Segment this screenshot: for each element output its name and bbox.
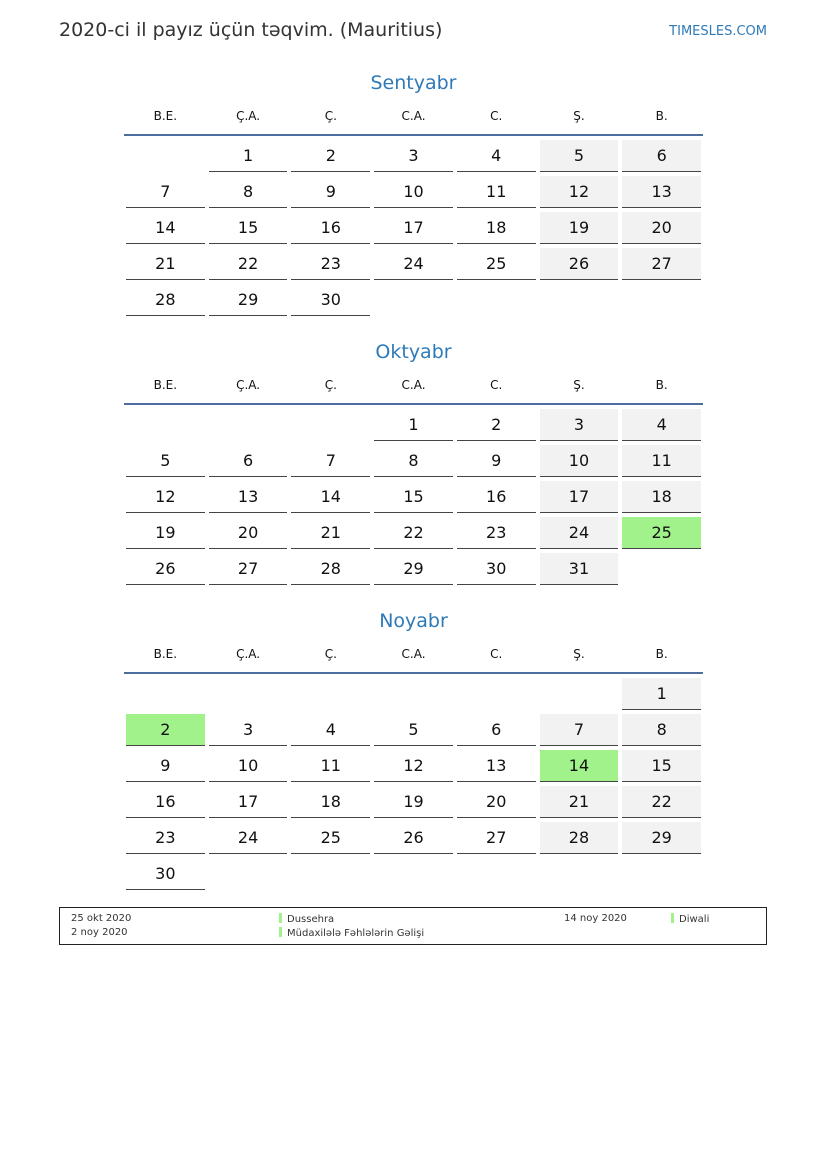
day-number: 8 [374,445,453,477]
day-cell[interactable] [620,785,703,821]
day-number: 1 [209,140,288,172]
day-cell[interactable] [455,713,538,749]
legend-date: 2 noy 2020 [71,927,128,938]
day-number: 26 [374,822,453,854]
day-number: 19 [540,212,619,244]
day-cell[interactable] [455,444,538,480]
day-number: 12 [374,750,453,782]
day-number: 28 [540,822,619,854]
day-cell[interactable] [124,444,207,480]
day-cell[interactable] [538,785,621,821]
day-number: 6 [209,445,288,477]
day-number: 31 [540,553,619,585]
day-number: 7 [291,445,370,477]
day-cell[interactable] [455,139,538,175]
week-row [124,247,703,283]
month-0 [124,68,703,319]
weekday-header-row [124,367,703,403]
weekday-label: Ç. [324,378,337,392]
day-number: 30 [457,553,536,585]
day-number: 14 [291,481,370,513]
week-row [124,516,703,552]
empty-day-cell [538,857,621,893]
header-divider [124,134,703,136]
weekday-header-row [124,636,703,672]
week-row [124,552,703,588]
day-cell[interactable] [124,857,207,893]
day-number: 28 [126,284,205,316]
week-row [124,785,703,821]
day-number: 21 [291,517,370,549]
day-cell[interactable] [538,408,621,444]
weekday-label: B.E. [153,109,178,123]
legend-date: 14 noy 2020 [564,913,627,924]
day-number: 15 [374,481,453,513]
week-row [124,480,703,516]
week-row [124,857,703,893]
day-cell[interactable] [289,516,372,552]
weekday-label: Ç.A. [236,647,261,661]
day-cell[interactable] [289,713,372,749]
holiday-day-cell[interactable] [124,713,207,749]
day-cell[interactable] [289,283,372,319]
day-cell[interactable] [538,444,621,480]
day-cell[interactable] [289,821,372,857]
legend-holiday [279,927,424,939]
day-cell[interactable] [124,552,207,588]
day-cell[interactable] [620,677,703,713]
day-number: 21 [540,786,619,818]
holiday-day-cell[interactable] [538,749,621,785]
day-cell[interactable] [538,175,621,211]
day-number: 23 [457,517,536,549]
day-cell[interactable] [372,211,455,247]
weekday-label: C. [490,647,503,661]
holiday-legend [59,907,767,945]
month-title: Oktyabr [375,341,452,363]
weekday-header-row [124,98,703,134]
day-cell[interactable] [289,480,372,516]
day-cell[interactable] [207,480,290,516]
day-cell[interactable] [620,247,703,283]
empty-day-cell [455,283,538,319]
day-number: 16 [291,212,370,244]
weekday-label: C.A. [401,647,426,661]
weekday-label: Ş. [573,109,585,123]
day-cell[interactable] [124,480,207,516]
day-cell[interactable] [538,552,621,588]
day-number: 24 [540,517,619,549]
day-cell[interactable] [372,175,455,211]
weekday-label: C.A. [401,109,426,123]
day-number: 12 [126,481,205,513]
month-2 [124,606,703,893]
day-number: 18 [622,481,701,513]
day-number: 3 [540,409,619,441]
weekday-label: B.E. [153,378,178,392]
day-cell[interactable] [620,211,703,247]
day-number: 22 [209,248,288,280]
day-number: 18 [457,212,536,244]
weekday-label: Ç. [324,109,337,123]
day-cell[interactable] [207,713,290,749]
empty-day-cell [620,857,703,893]
day-cell[interactable] [207,247,290,283]
month-title: Sentyabr [370,72,457,94]
day-cell[interactable] [289,139,372,175]
day-number: 23 [291,248,370,280]
brand-link[interactable]: TIMESLES.COM [669,24,767,39]
empty-day-cell [289,677,372,713]
day-cell[interactable] [538,480,621,516]
day-number: 15 [622,750,701,782]
empty-day-cell [124,408,207,444]
header-divider [124,672,703,674]
day-number: 16 [457,481,536,513]
empty-day-cell [289,408,372,444]
empty-day-cell [372,677,455,713]
day-number: 17 [209,786,288,818]
empty-day-cell [289,857,372,893]
weekday-label: Ç.A. [236,109,261,123]
day-number: 13 [209,481,288,513]
day-number: 6 [457,714,536,746]
empty-day-cell [372,283,455,319]
day-number: 15 [209,212,288,244]
day-number: 25 [457,248,536,280]
day-cell[interactable] [620,444,703,480]
day-number: 26 [126,553,205,585]
day-number: 27 [622,248,701,280]
day-number: 4 [622,409,701,441]
day-cell[interactable] [289,785,372,821]
day-cell[interactable] [455,408,538,444]
day-number: 9 [126,750,205,782]
day-number: 18 [291,786,370,818]
legend-holiday-name: Diwali [679,914,710,925]
day-number: 30 [126,858,205,890]
day-number: 27 [457,822,536,854]
day-number: 5 [374,714,453,746]
empty-day-cell [207,677,290,713]
day-cell[interactable] [372,713,455,749]
day-number: 28 [291,553,370,585]
week-row [124,211,703,247]
day-number: 20 [622,212,701,244]
legend-holiday [279,913,334,925]
weekday-label: B.E. [153,647,178,661]
legend-holiday [671,913,709,925]
day-number: 29 [374,553,453,585]
day-number: 29 [209,284,288,316]
day-cell[interactable] [289,247,372,283]
day-number: 20 [457,786,536,818]
day-cell[interactable] [372,247,455,283]
weekday-label: Ş. [573,647,585,661]
weekday-label: B. [655,647,668,661]
day-cell[interactable] [538,247,621,283]
weekday-label: C.A. [401,378,426,392]
day-number: 25 [622,517,701,549]
day-cell[interactable] [207,821,290,857]
weekday-label: B. [655,378,668,392]
day-cell[interactable] [124,785,207,821]
day-cell[interactable] [207,749,290,785]
day-number: 7 [540,714,619,746]
day-number: 5 [126,445,205,477]
week-row [124,821,703,857]
empty-day-cell [372,857,455,893]
day-cell[interactable] [620,175,703,211]
day-number: 11 [457,176,536,208]
day-cell[interactable] [538,516,621,552]
day-cell[interactable] [207,516,290,552]
day-cell[interactable] [124,821,207,857]
day-cell[interactable] [124,175,207,211]
day-cell[interactable] [372,139,455,175]
day-cell[interactable] [289,211,372,247]
day-number: 21 [126,248,205,280]
day-number: 24 [209,822,288,854]
day-number: 4 [457,140,536,172]
day-number: 12 [540,176,619,208]
week-row [124,749,703,785]
day-number: 16 [126,786,205,818]
day-number: 8 [209,176,288,208]
day-cell[interactable] [207,211,290,247]
week-row [124,139,703,175]
day-cell[interactable] [207,444,290,480]
day-cell[interactable] [124,247,207,283]
day-number: 22 [622,786,701,818]
day-cell[interactable] [620,713,703,749]
empty-day-cell [620,283,703,319]
week-row [124,677,703,713]
empty-day-cell [455,857,538,893]
day-number: 4 [291,714,370,746]
empty-day-cell [124,139,207,175]
empty-day-cell [538,677,621,713]
empty-day-cell [207,857,290,893]
day-cell[interactable] [124,211,207,247]
weekday-label: Ç. [324,647,337,661]
holiday-marker-icon [279,927,282,937]
day-number: 13 [457,750,536,782]
day-cell[interactable] [620,821,703,857]
day-cell[interactable] [372,785,455,821]
week-row [124,713,703,749]
week-row [124,175,703,211]
day-number: 11 [622,445,701,477]
day-cell[interactable] [207,139,290,175]
day-number: 19 [126,517,205,549]
weekday-label: Ç.A. [236,378,261,392]
month-1 [124,337,703,588]
day-number: 14 [126,212,205,244]
day-cell[interactable] [372,749,455,785]
holiday-marker-icon [671,913,674,923]
day-number: 11 [291,750,370,782]
day-cell[interactable] [538,139,621,175]
day-cell[interactable] [124,749,207,785]
holiday-day-cell[interactable] [620,516,703,552]
day-cell[interactable] [455,211,538,247]
day-cell[interactable] [207,785,290,821]
day-number: 5 [540,140,619,172]
day-number: 6 [622,140,701,172]
day-cell[interactable] [289,749,372,785]
empty-day-cell [455,677,538,713]
day-number: 1 [622,678,701,710]
page-title: 2020-ci il payız üçün təqvim. (Mauritius) [59,19,443,41]
day-number: 22 [374,517,453,549]
day-cell[interactable] [124,283,207,319]
day-cell[interactable] [124,516,207,552]
weekday-label: C. [490,109,503,123]
day-cell[interactable] [538,821,621,857]
day-cell[interactable] [455,785,538,821]
day-number: 3 [374,140,453,172]
day-number: 2 [457,409,536,441]
empty-day-cell [124,677,207,713]
day-cell[interactable] [372,516,455,552]
weekday-label: B. [655,109,668,123]
day-cell[interactable] [455,749,538,785]
day-number: 20 [209,517,288,549]
day-number: 2 [291,140,370,172]
legend-holiday-name: Dussehra [287,914,335,925]
day-cell[interactable] [455,821,538,857]
day-cell[interactable] [372,480,455,516]
day-cell[interactable] [289,552,372,588]
week-row [124,408,703,444]
holiday-marker-icon [279,913,282,923]
day-cell[interactable] [620,139,703,175]
empty-day-cell [207,408,290,444]
day-cell[interactable] [207,175,290,211]
day-number: 10 [374,176,453,208]
day-cell[interactable] [455,480,538,516]
day-number: 27 [209,553,288,585]
day-cell[interactable] [455,247,538,283]
day-number: 1 [374,409,453,441]
day-number: 26 [540,248,619,280]
day-cell[interactable] [620,480,703,516]
day-number: 17 [374,212,453,244]
week-row [124,444,703,480]
day-cell[interactable] [455,516,538,552]
day-cell[interactable] [372,444,455,480]
legend-date: 25 okt 2020 [71,913,132,924]
day-number: 17 [540,481,619,513]
day-cell[interactable] [289,175,372,211]
day-number: 3 [209,714,288,746]
empty-day-cell [538,283,621,319]
day-cell[interactable] [620,749,703,785]
day-cell[interactable] [372,821,455,857]
day-cell[interactable] [372,408,455,444]
week-row [124,283,703,319]
day-number: 14 [540,750,619,782]
day-cell[interactable] [538,211,621,247]
day-number: 29 [622,822,701,854]
legend-holiday-name: Müdaxilələ Fəhlələrin Gəlişi [287,928,425,939]
header-divider [124,403,703,405]
day-number: 8 [622,714,701,746]
day-number: 24 [374,248,453,280]
day-number: 25 [291,822,370,854]
empty-day-cell [620,552,703,588]
weekday-label: Ş. [573,378,585,392]
month-title: Noyabr [379,610,448,632]
day-cell[interactable] [372,552,455,588]
day-number: 10 [540,445,619,477]
day-number: 2 [126,714,205,746]
day-cell[interactable] [289,444,372,480]
day-number: 7 [126,176,205,208]
day-cell[interactable] [620,408,703,444]
day-cell[interactable] [455,552,538,588]
day-number: 13 [622,176,701,208]
day-number: 19 [374,786,453,818]
day-cell[interactable] [538,713,621,749]
day-number: 23 [126,822,205,854]
day-cell[interactable] [207,283,290,319]
day-cell[interactable] [207,552,290,588]
day-cell[interactable] [455,175,538,211]
day-number: 9 [457,445,536,477]
day-number: 9 [291,176,370,208]
weekday-label: C. [490,378,503,392]
day-number: 10 [209,750,288,782]
day-number: 30 [291,284,370,316]
